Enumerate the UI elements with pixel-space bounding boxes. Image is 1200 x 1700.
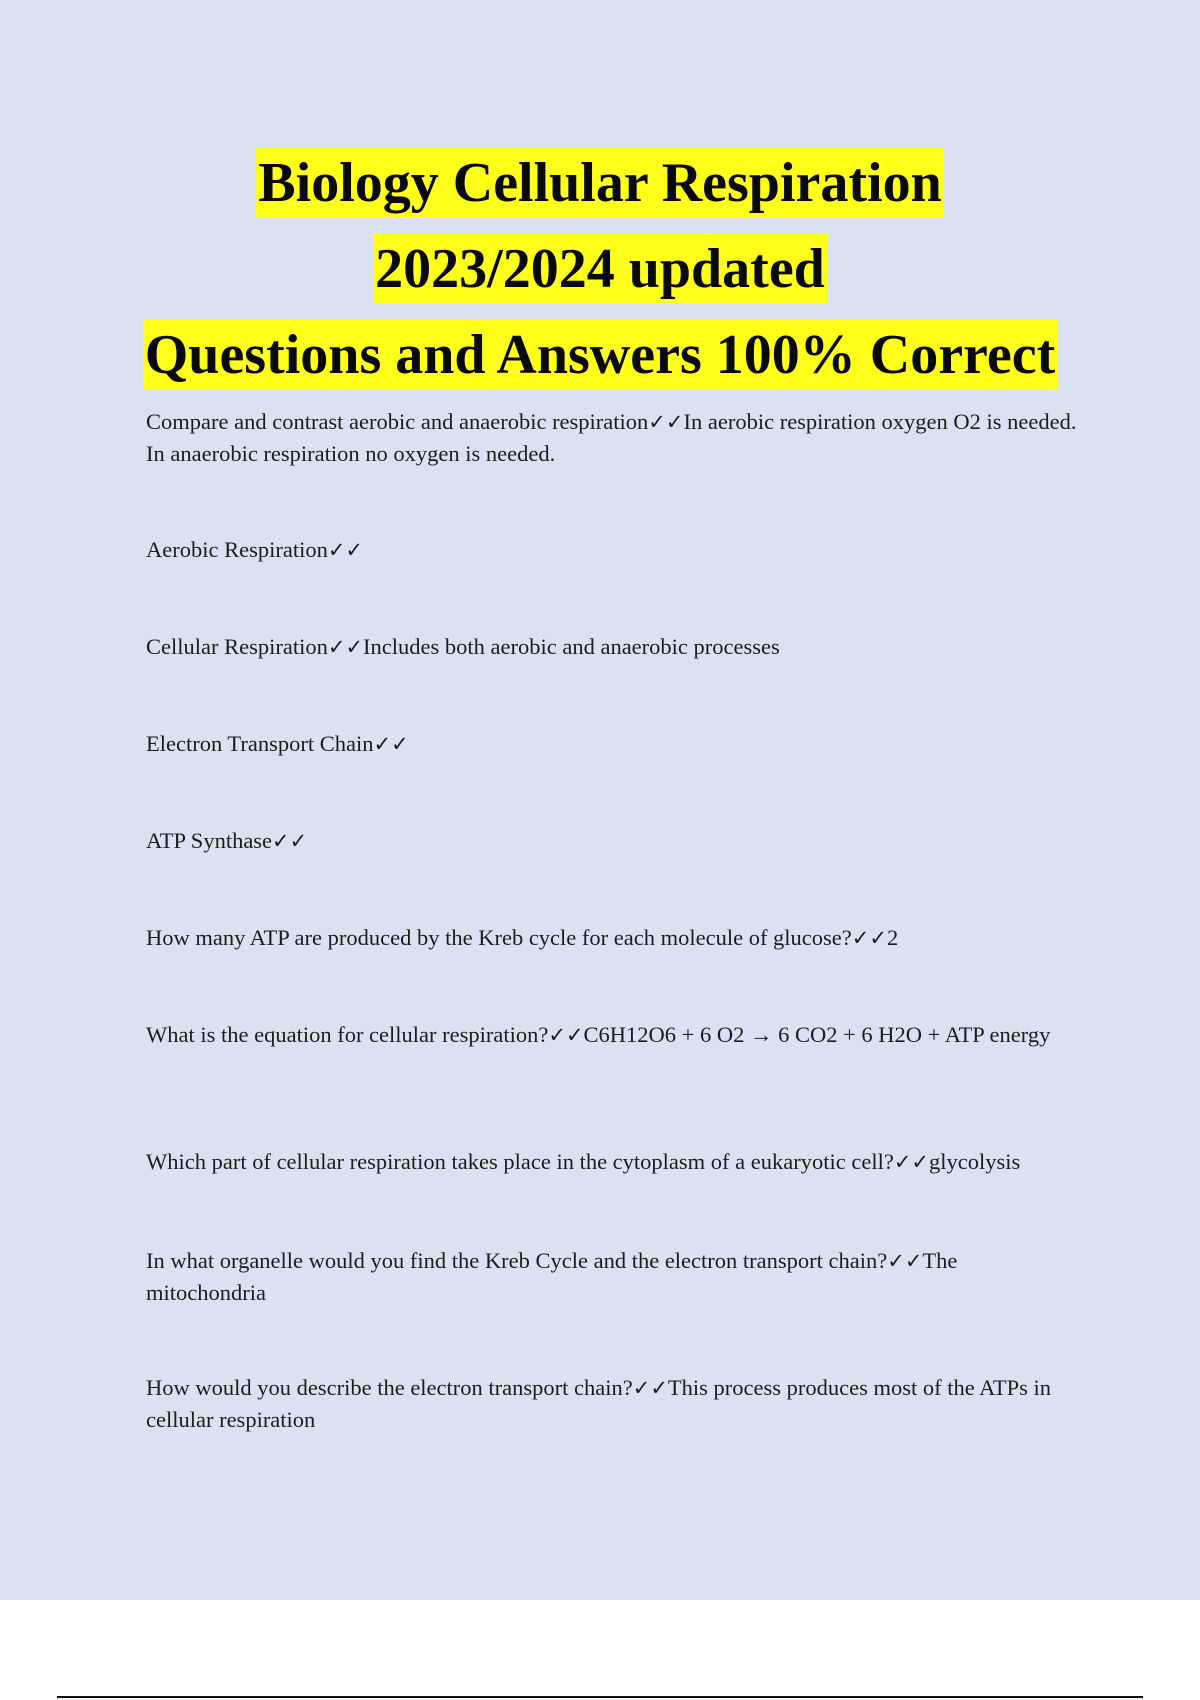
check-mark-icon: ✓✓	[548, 1023, 584, 1047]
answer-text: The mitochondria	[146, 1248, 958, 1305]
answer-text: C6H12O6 + 6 O2 → 6 CO2 + 6 H2O + ATP energy	[583, 1022, 1051, 1047]
check-mark-icon: ✓✓	[632, 1376, 668, 1400]
title-highlight: Biology Cellular Respiration	[256, 148, 943, 218]
check-mark-icon: ✓✓	[851, 926, 887, 950]
title-highlight: 2023/2024 updated	[373, 234, 827, 304]
check-mark-icon: ✓✓	[272, 829, 308, 853]
qa-item	[146, 1146, 1126, 1178]
question-text: What is the equation for cellular respiration?	[146, 1022, 549, 1047]
qa-item	[146, 1372, 1066, 1435]
qa-item	[146, 922, 1096, 954]
question-text: Which part of cellular respiration takes place in the cytoplasm of a eukaryotic cell?	[146, 1149, 894, 1174]
question-text: In what organelle would you find the Kreb Cycle and the electron transport chain?	[146, 1248, 888, 1273]
qa-item	[146, 825, 1096, 857]
qa-item	[146, 1245, 1046, 1308]
question-text: Compare and contrast aerobic and anaerobic respiration	[146, 409, 649, 434]
document-title	[0, 148, 1200, 406]
title-highlight: Questions and Answers 100% Correct	[143, 320, 1058, 390]
answer-text: In aerobic respiration oxygen O2 is needed. In anaerobic respiration no oxygen is needed.	[146, 409, 1077, 466]
title-line-2	[0, 234, 1200, 320]
question-text: Cellular Respiration	[146, 634, 328, 659]
title-line-1	[0, 148, 1200, 234]
question-text: ATP Synthase	[146, 828, 273, 853]
qa-item	[146, 728, 1096, 760]
question-text: Electron Transport Chain	[146, 731, 374, 756]
check-mark-icon: ✓✓	[648, 410, 684, 434]
footer-divider	[57, 1696, 1143, 1698]
check-mark-icon: ✓✓	[327, 538, 364, 562]
qa-item	[146, 534, 1096, 566]
qa-item	[146, 1019, 1056, 1051]
question-text: Aerobic Respiration	[146, 537, 328, 562]
check-mark-icon: ✓✓	[327, 635, 364, 659]
answer-text: Includes both aerobic and anaerobic processes	[363, 634, 780, 659]
check-mark-icon: ✓✓	[887, 1249, 923, 1273]
qa-item	[146, 406, 1096, 469]
question-text: How would you describe the electron transport chain?	[146, 1375, 633, 1400]
answer-text: This process produces most of the ATPs in cellular respiration	[146, 1375, 1052, 1432]
check-mark-icon: ✓✓	[373, 732, 409, 756]
qa-item	[146, 631, 1096, 663]
answer-text: 2	[886, 925, 899, 950]
question-text: How many ATP are produced by the Kreb cycle for each molecule of glucose?	[146, 925, 852, 950]
answer-text: glycolysis	[929, 1149, 1021, 1174]
title-line-3	[0, 320, 1200, 406]
check-mark-icon: ✓✓	[893, 1150, 930, 1174]
